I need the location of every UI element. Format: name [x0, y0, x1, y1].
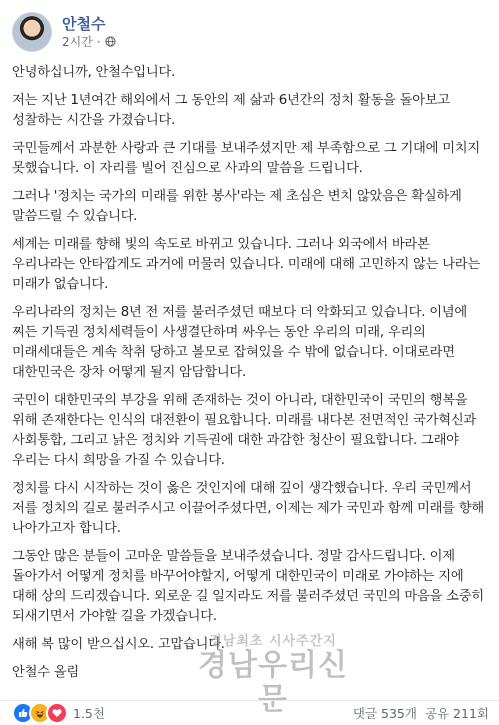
post-paragraph: 정치를 다시 시작하는 것이 옳은 것인지에 대해 깊이 생각했습니다. 우리 국민께서 저를 정치의 길로 불러주시고 이끌어주셨다면, 이제는 제가 국민과 함께 미래를 향해 나아가고자 합니다.: [12, 481, 484, 536]
watermark-title: 경남우리신문: [198, 648, 348, 717]
post-paragraph: 새해 복 많이 받으십시오. 고맙습니다.: [12, 637, 225, 652]
post-footer: [0, 700, 499, 725]
globe-icon[interactable]: [105, 36, 116, 47]
post-time[interactable]: 2시간: [62, 34, 93, 49]
post-paragraph: 저는 지난 1년여간 해외에서 그 동안의 제 삶과 6년간의 정치 활동을 돌아보고 성찰하는 시간을 가졌습니다.: [12, 93, 451, 128]
post-paragraph: 세계는 미래를 향해 빛의 속도로 바뀌고 있습니다. 그러나 외국에서 바라본 우리나라는 안타깝게도 과거에 머물러 있습니다. 미래에 대해 고민하지 않는 나라는 미래가 없습니다.: [12, 237, 480, 292]
post-paragraph: 국민들께서 과분한 사랑과 큰 기대를 보내주셨지만 제 부족함으로 그 기대에 미치지 못했습니다. 이 자리를 빌어 진심으로 사과의 말씀을 드립니다.: [12, 141, 480, 176]
post-subline: [62, 34, 116, 50]
post-header: [12, 10, 116, 54]
post-paragraph: 우리나라의 정치는 8년 전 저를 불러주셨던 때보다 더 악화되고 있습니다. 이념에 찌든 기득권 정치세력들이 사생결단하며 싸우는 동안 우리의 미래, 우리의 미래세대들은 계속 착취 당하고 볼모로 잡혀있을 수 밖에 없습니다. 이대로라면 대한민국은 장차 어떻게 될지 암담합니다.: [12, 305, 467, 380]
post-signature: 안철수 올림: [12, 665, 79, 680]
post-paragraph: 국민이 대한민국의 부강을 위해 존재하는 것이 아니라, 대한민국이 국민의 행복을 위해 존재한다는 인식의 대전환이 필요합니다. 미래를 내다본 전면적인 국가혁신과 사회통합, 그리고 낡은 정치와 기득권에 대한 과감한 청산이 필요합니다. 그래야 우리는 다시 희망을 가질 수 있습니다.: [12, 393, 477, 468]
reaction-summary[interactable]: [12, 702, 105, 724]
avatar[interactable]: [12, 12, 52, 52]
comment-count[interactable]: 댓글 535개: [352, 706, 417, 721]
post-paragraph: 안녕하십니까, 안철수입니다.: [12, 65, 176, 80]
post-paragraph: 그동안 많은 분들이 고마운 말씀들을 보내주셨습니다. 정말 감사드립니다. 이제 돌아가서 어떻게 정치를 바꾸어야할지, 어떻게 대한민국이 미래로 가야하는 지에 대해 상의 드리겠습니다. 외로운 길 일지라도 저를 불러주셨던 국민의 마음을 소중히 되새기면서 가야할 길을 가겠습니다.: [12, 549, 484, 624]
watermark-tagline: 경남최초 시사주간지: [209, 634, 337, 649]
post-body: [12, 63, 490, 691]
share-count[interactable]: 공유 211회: [424, 706, 489, 721]
post-meta: [62, 15, 116, 50]
separator-dot: ·: [96, 34, 101, 49]
reaction-count[interactable]: 1.5천: [73, 706, 105, 721]
author-name[interactable]: 안철수: [62, 14, 106, 33]
engagement-counts: [353, 704, 489, 722]
love-icon: [46, 702, 68, 724]
post-paragraph: 그러나 '정치는 국가의 미래를 위한 봉사'라는 제 초심은 변치 않았음은 확실하게 말씀드릴 수 있습니다.: [12, 189, 462, 224]
